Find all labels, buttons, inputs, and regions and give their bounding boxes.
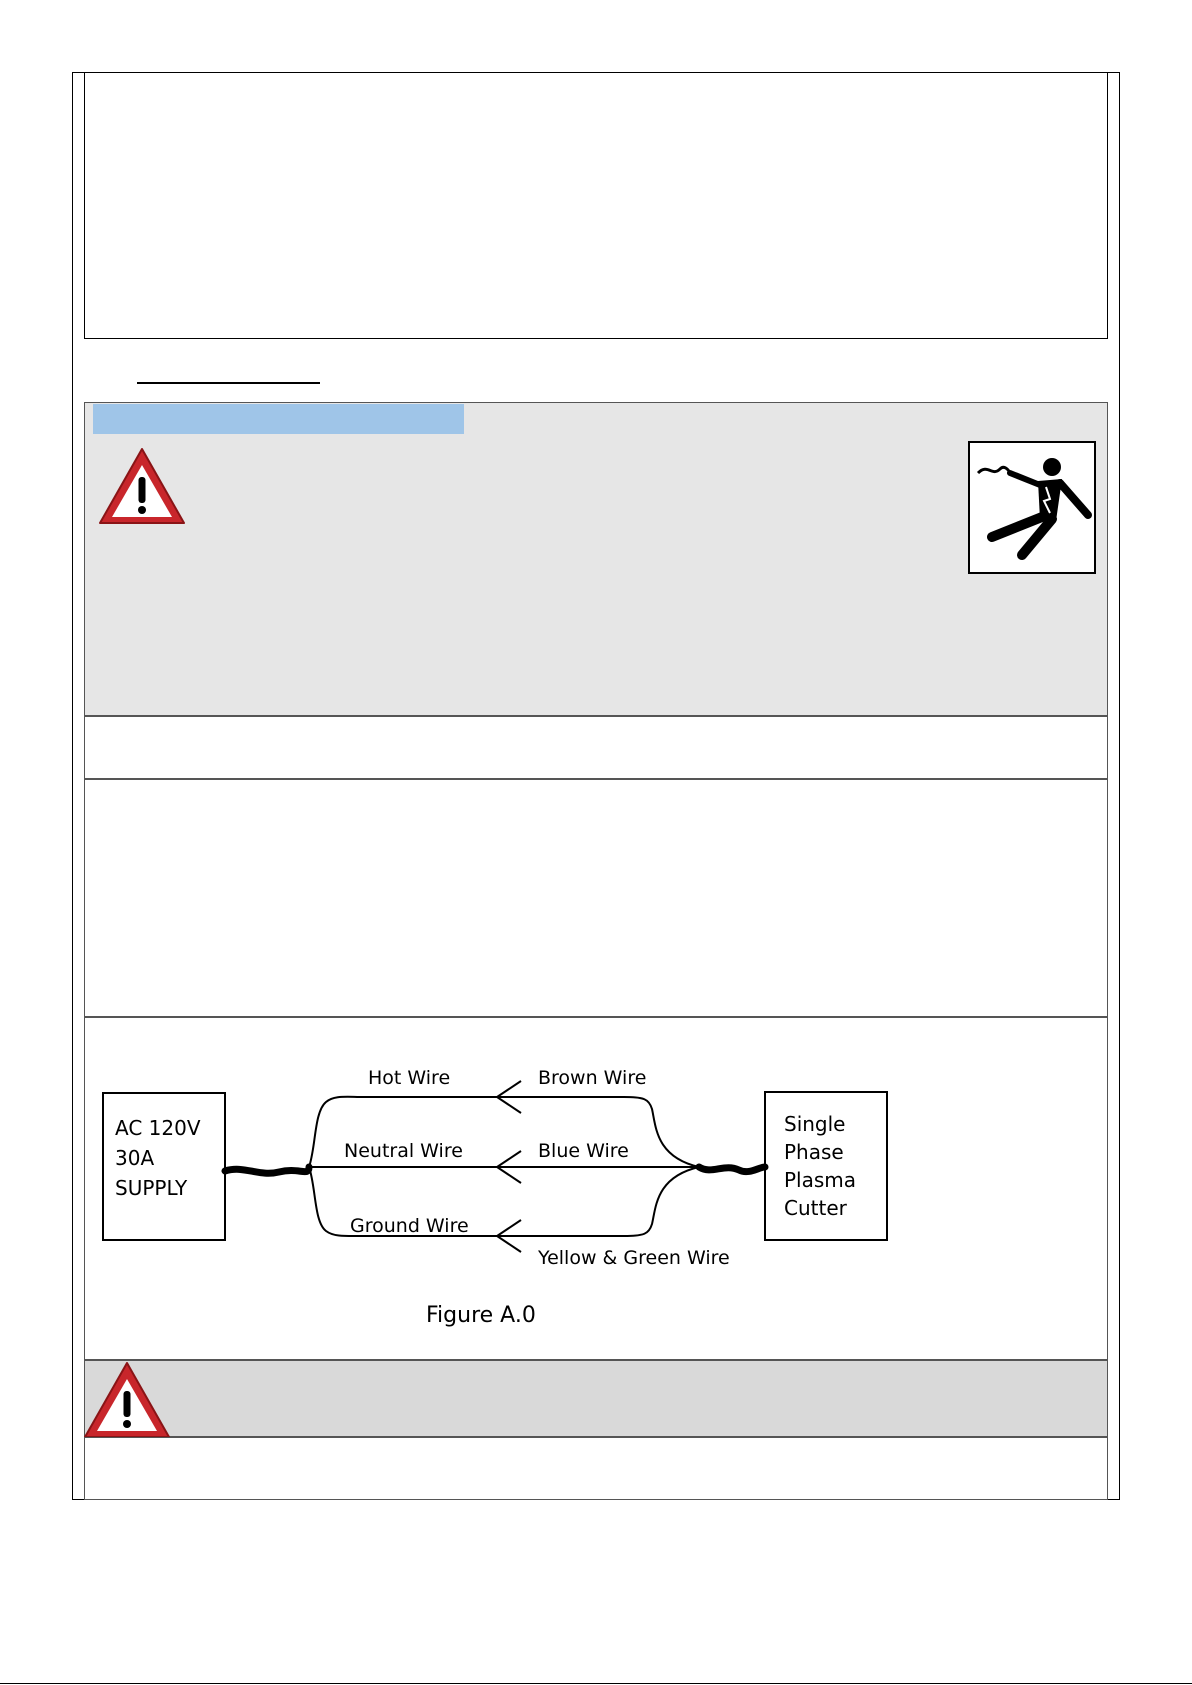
supply-cable <box>225 1167 309 1173</box>
table-row <box>84 1437 1108 1500</box>
table-row <box>84 779 1108 1017</box>
neutral-wire-label: Neutral Wire <box>344 1140 463 1162</box>
cutter-line-1: Single <box>784 1112 846 1136</box>
blue-wire-label: Blue Wire <box>538 1140 629 1162</box>
brown-wire-label: Brown Wire <box>538 1067 647 1089</box>
figure-caption: Figure A.0 <box>426 1303 536 1328</box>
electric-shock-box <box>968 441 1096 574</box>
yellow-green-wire-label: Yellow & Green Wire <box>538 1247 730 1269</box>
cutter-line-4: Cutter <box>784 1196 847 1220</box>
supply-line-1: AC 120V <box>115 1116 201 1140</box>
table-row <box>84 716 1108 779</box>
wiring-diagram <box>84 1017 1108 1360</box>
cutter-cable <box>699 1167 765 1172</box>
cutter-line-3: Plasma <box>784 1168 857 1192</box>
yellow-green-wire-path <box>484 1167 699 1236</box>
supply-line-2: 30A <box>115 1146 155 1170</box>
warning-strip <box>84 1360 1108 1437</box>
cutter-line-2: Phase <box>784 1140 844 1164</box>
electric-shock-icon <box>970 443 1094 572</box>
warning-triangle-icon <box>83 1361 171 1439</box>
warning-panel <box>84 402 1108 716</box>
top-content-box <box>84 72 1108 339</box>
hot-wire-label: Hot Wire <box>368 1067 451 1089</box>
footer-rule <box>0 1683 1192 1684</box>
supply-line-3: SUPPLY <box>115 1176 188 1200</box>
warning-triangle-icon <box>98 447 186 525</box>
section-heading-underline <box>137 382 320 384</box>
warning-title-bar <box>93 404 464 434</box>
ground-wire-label: Ground Wire <box>350 1215 469 1237</box>
